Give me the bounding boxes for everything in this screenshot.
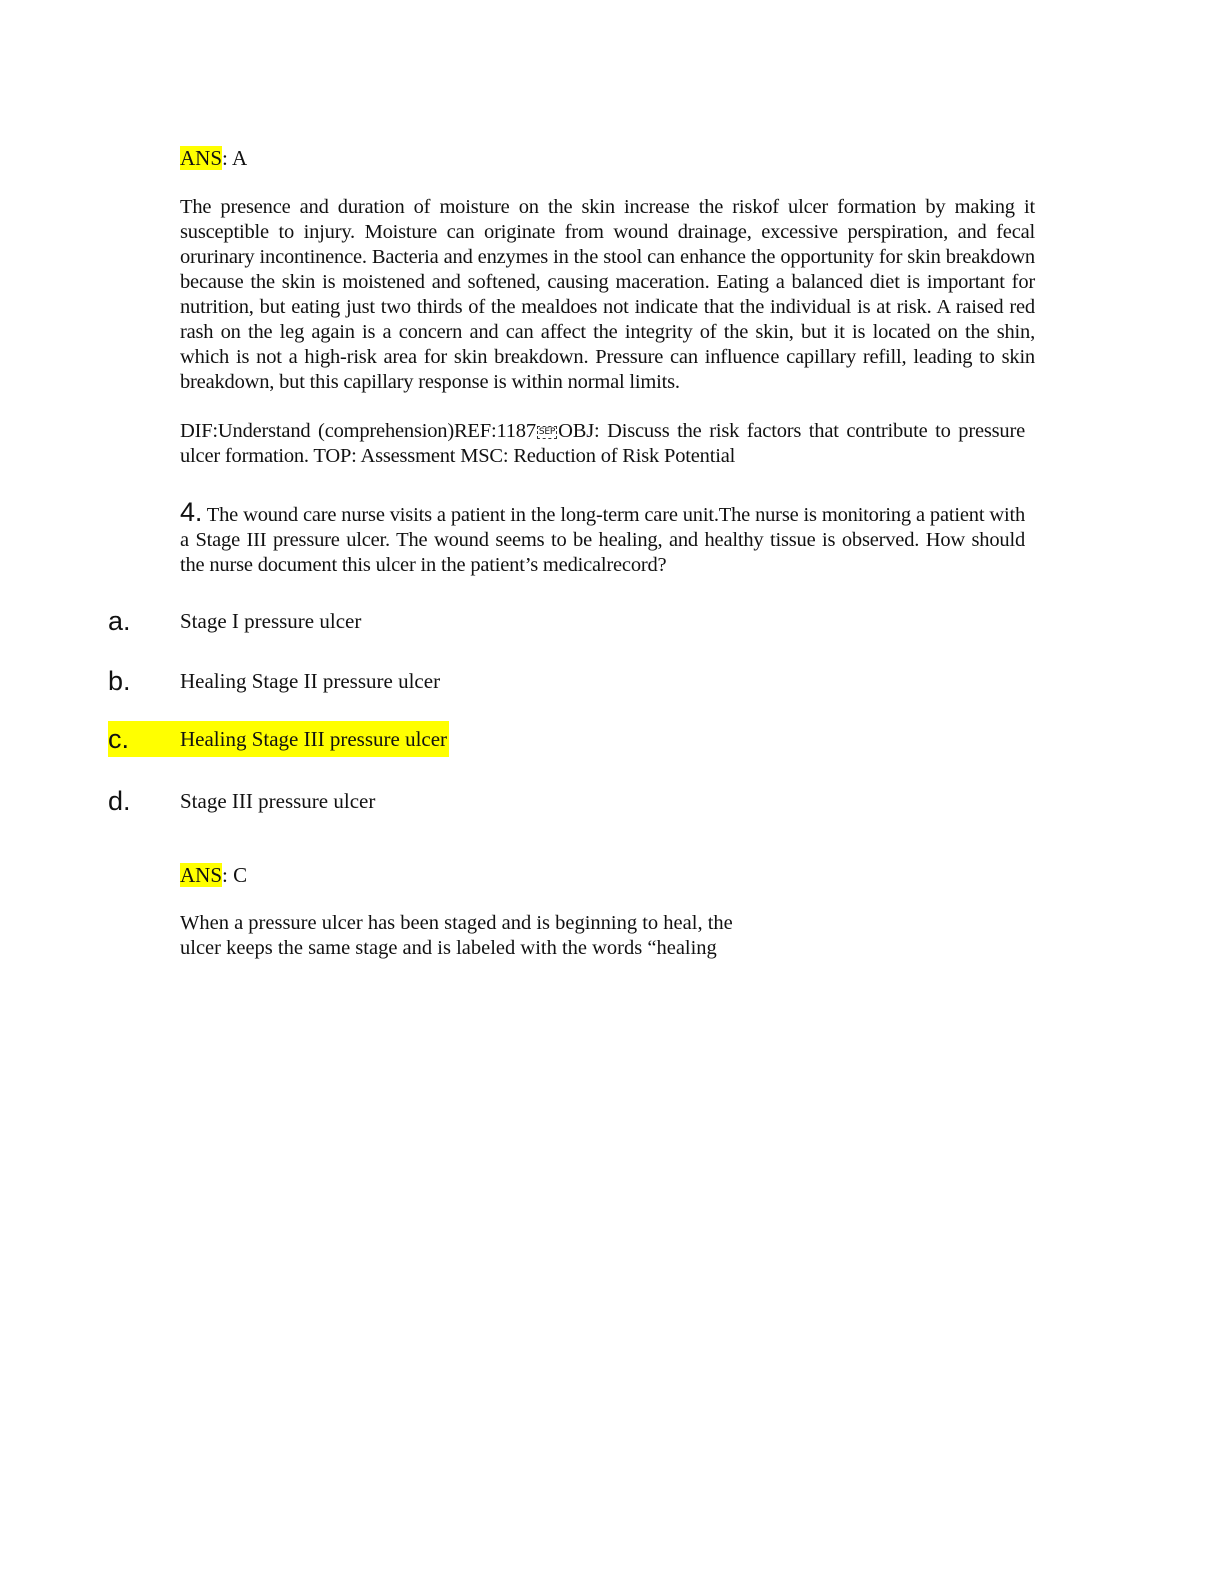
option-b[interactable] <box>108 663 440 699</box>
option-letter: c. <box>108 723 130 754</box>
question-metadata <box>180 419 1025 469</box>
option-letter: d. <box>108 785 131 816</box>
ans-label-highlighted: ANS <box>180 863 223 887</box>
metadata-dif-ref: DIF:Understand (comprehension)REF:1187 <box>180 420 536 442</box>
rationale-4-line-1: When a pressure ulcer has been staged and is beginning to heal, the <box>180 912 733 934</box>
question-4-stem <box>180 497 1025 578</box>
metadata-obj-top-msc: OBJ: Discuss the risk factors that contribute to pressure ulcer formation. TOP: Assessment MSC: Reduction of Risk Potential <box>180 420 1025 467</box>
option-c-highlighted[interactable] <box>108 721 449 757</box>
question-text: The wound care nurse visits a patient in the long-term care unit.The nurse is monitoring a patient with a Stage III pressure ulcer. The wound seems to be healing, and healthy tissue is observed. How should the nurse document this ulcer in the patient’s medicalrecord? <box>180 504 1025 576</box>
option-text: Healing Stage III pressure ulcer <box>180 726 448 751</box>
option-letter: b. <box>108 665 131 696</box>
answer-line-1 <box>180 145 247 171</box>
option-a[interactable] <box>108 603 361 639</box>
option-d[interactable] <box>108 783 375 819</box>
answer-line-4 <box>180 862 247 888</box>
ans-value: : C <box>222 863 248 887</box>
sep-control-glyph: SEP <box>538 426 556 437</box>
rationale-4-line-2: ulcer keeps the same stage and is labeled with the words “healing <box>180 937 717 959</box>
question-number: 4. <box>180 497 203 527</box>
rationale-paragraph-1: The presence and duration of moisture on the skin increase the riskof ulcer formation by making it susceptible to injury. Moisture can originate from wound drainage, excessive perspiration, and fecal orurinary incontinence. Bacteria and enzymes in the stool can enhance the opportunity for skin breakdown because the skin is moistened and softened, causing maceration. Eating a balanced diet is important for nutrition, but eating just two thirds of the mealdoes not indicate that the individual is at risk. A raised red rash on the leg again is a concern and can affect the integrity of the skin, but it is located on the shin, which is not a high-risk area for skin breakdown. Pressure can influence capillary refill, leading to skin breakdown, but this capillary response is within normal limits. <box>180 196 1035 393</box>
ans-value: : A <box>222 146 248 170</box>
ans-label-highlighted: ANS <box>180 146 223 170</box>
option-text: Stage III pressure ulcer <box>180 788 376 813</box>
option-letter: a. <box>108 605 131 636</box>
option-text: Healing Stage II pressure ulcer <box>180 668 441 693</box>
option-text: Stage I pressure ulcer <box>180 608 362 633</box>
